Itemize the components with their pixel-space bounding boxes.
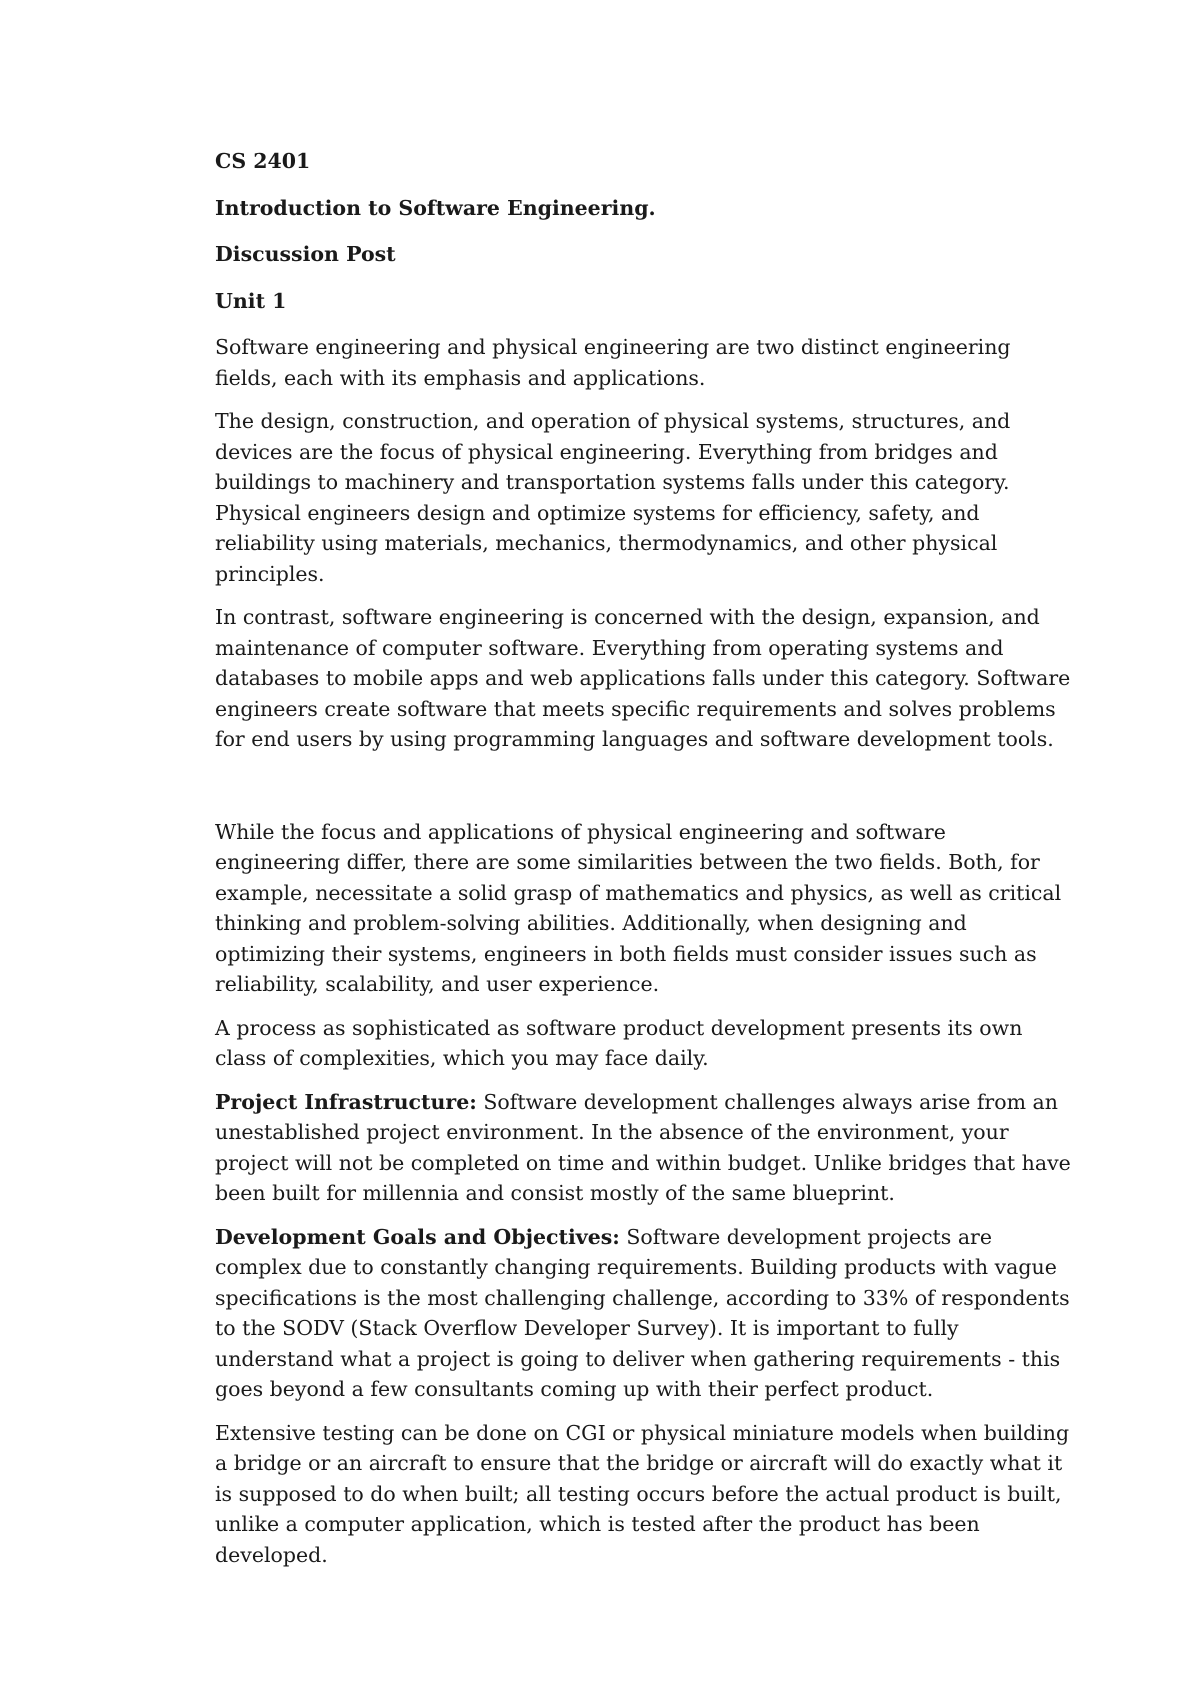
paragraph-physical-engineering: The design, construction, and operation of physical systems, structures, and devices are the focus of physical engineering. Everything from bridges and buildings to machinery and transportation systems falls under this category. Physical engineers design and optimize systems for efficiency, safety, and reliability using materials, mechanics, thermodynamics, and other physical principles. <box>215 409 1011 586</box>
paragraph-intro: Software engineering and physical engineering are two distinct engineering fields, each with its emphasis and applications. <box>215 335 1011 390</box>
paragraph-testing: Extensive testing can be done on CGI or physical miniature models when building a bridge or an aircraft to ensure that the bridge or aircraft will do exactly what it is supposed to do when built; all testing occurs before the actual product is built, unlike a computer application, which is tested after the product has been developed. <box>215 1420 1070 1567</box>
unit-label: Unit 1 <box>215 288 287 313</box>
paragraph-similarities: While the focus and applications of physical engineering and software engineering differ, there are some similarities between the two fields. Both, for example, necessitate a solid grasp of mathematics and physics, as well as critical thinking and problem-solving abilities. Additionally, when designing and optimizing their systems, engineers in both fields must consider issues such as reliability, scalability, and user experience. <box>215 819 1062 996</box>
text-project-infrastructure: Software development challenges always arise from an unestablished project environment. In the absence of the environment, your project will not be completed on time and within budget. Unlike bridges that have been built for millennia and consist mostly of the same blueprint. <box>215 1089 1071 1205</box>
paragraph-development-goals <box>215 1222 1075 1405</box>
paragraph-project-infrastructure <box>215 1087 1075 1209</box>
document-body <box>215 146 1075 1583</box>
term-project-infrastructure: Project Infrastructure: <box>215 1089 477 1114</box>
paragraph-complexities: A process as sophisticated as software product development presents its own class of complexities, which you may face daily. <box>215 1015 1023 1070</box>
course-code: CS 2401 <box>215 149 311 173</box>
text-development-goals: Software development projects are complex due to constantly changing requirements. Building products with vague specifications is the most challenging challenge, according to 33% of respondents to the SODV (Stack Overflow Developer Survey). It is important to fully understand what a project is going to deliver when gathering requirements - this goes beyond a few consultants coming up with their perfect product. <box>215 1224 1070 1401</box>
term-development-goals: Development Goals and Objectives: <box>215 1224 620 1249</box>
post-type: Discussion Post <box>215 242 396 266</box>
course-title: Introduction to Software Engineering. <box>215 195 656 220</box>
paragraph-software-engineering: In contrast, software engineering is concerned with the design, expansion, and maintenance of computer software. Everything from operating systems and databases to mobile apps and web applications falls under this category. Software engineers create software that meets specific requirements and solves problems for end users by using programming languages and software development tools. <box>215 605 1071 751</box>
blank-line <box>215 768 1075 817</box>
